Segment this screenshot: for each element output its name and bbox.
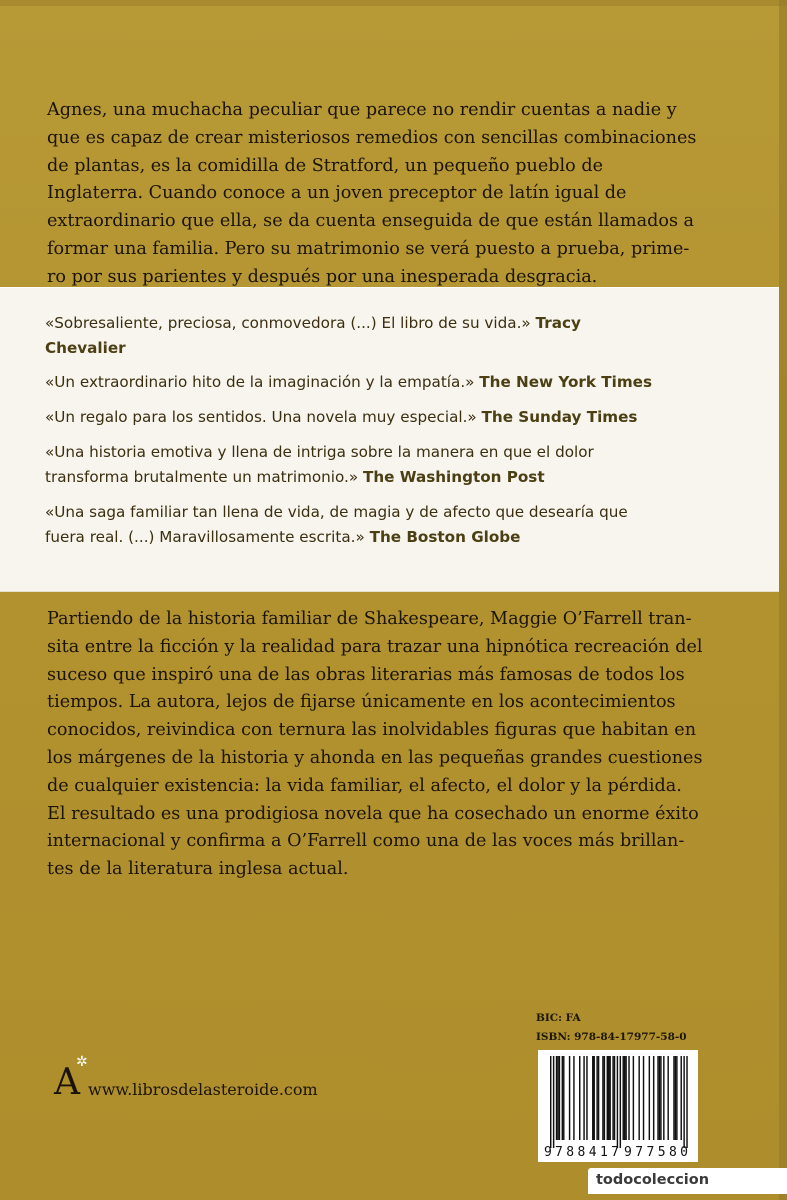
synopsis-line: de plantas, es la comidilla de Stratford, un pequeño pueblo de (47, 155, 603, 176)
quote-source: The Sunday Times (481, 408, 638, 426)
barcode-bar (583, 1056, 584, 1140)
quote-source: The Washington Post (362, 467, 545, 486)
barcode-bar (562, 1056, 563, 1140)
barcode-graphic (538, 1050, 698, 1162)
barcode-bar (676, 1056, 677, 1140)
barcode-bar (617, 1056, 618, 1148)
barcode-bar (667, 1056, 668, 1140)
synopsis-line: los márgenes de la historia y ahonda en las pequeñas grandes cuestiones (47, 747, 703, 768)
barcode-bar (633, 1056, 634, 1140)
barcode-bar (614, 1056, 615, 1140)
watermark-badge (588, 1168, 787, 1194)
quote-text: «Un extraordinario hito de la imaginación y la empatía.» (45, 373, 475, 391)
barcode-bar (683, 1056, 684, 1148)
synopsis-line: tes de la literatura inglesa actual. (47, 859, 349, 880)
watermark-text: todocoleccion (596, 1172, 710, 1188)
synopsis-line: conocidos, reivindica con ternura las inolvidables figuras que habitan en (47, 720, 697, 741)
review-quote (45, 440, 745, 489)
barcode-bar (553, 1056, 554, 1148)
barcode-bar (607, 1056, 608, 1140)
synopsis-line: de cualquier existencia: la vida familiar, el afecto, el dolor y la pérdida. (47, 775, 682, 796)
barcode-bar (559, 1056, 560, 1140)
barcode-bar (673, 1056, 674, 1140)
barcode-bar (657, 1056, 658, 1140)
barcode-bar (569, 1056, 570, 1140)
synopsis-line: internacional y confirma a O’Farrell como una de las voces más brillan- (47, 831, 685, 852)
quote-source: Chevalier (45, 338, 126, 357)
barcode-bar (663, 1056, 664, 1140)
review-quote (45, 370, 745, 395)
cover-right-edge (779, 0, 787, 1200)
barcode-bar (660, 1056, 661, 1140)
quote-source: The New York Times (479, 373, 653, 391)
barcode-bar (602, 1056, 603, 1140)
barcode-bar (612, 1056, 613, 1140)
quote-text: «Una historia emotiva y llena de intriga sobre la manera en que el dolor (45, 443, 594, 461)
synopsis-line: ro por sus parientes y después por una inesperada desgracia. (47, 266, 598, 287)
barcode-bar (675, 1056, 676, 1140)
review-quote (45, 311, 745, 360)
barcode-bar (624, 1056, 625, 1140)
barcode-bar (579, 1056, 580, 1140)
quote-text: «Sobresaliente, preciosa, conmovedora (...) El libro de su vida.» (45, 314, 531, 332)
barcode-bar (653, 1056, 654, 1140)
barcode-bar (556, 1056, 557, 1140)
barcode-bar (681, 1056, 682, 1140)
quote-text: «Una saga familiar tan llena de vida, de magia y de afecto que desearía que (45, 503, 628, 521)
barcode-bar (649, 1056, 650, 1140)
synopsis-line: extraordinario que ella, se da cuenta enseguida de que están llamados a (47, 211, 695, 232)
bic-code: BIC: FA (536, 1012, 581, 1024)
barcode-bar (550, 1056, 551, 1148)
publisher-logo: A (54, 1062, 80, 1103)
synopsis-line: suceso que inspiró una de las obras literarias más famosas de todos los (47, 664, 685, 685)
synopsis-line: Inglaterra. Cuando conoce a un joven preceptor de latín igual de (47, 183, 627, 204)
synopsis-line: El resultado es una prodigiosa novela que ha cosechado un enorme éxito (47, 803, 699, 824)
quote-source: The Boston Globe (369, 527, 521, 546)
barcode-bar (557, 1056, 558, 1140)
barcode-bar (563, 1056, 564, 1140)
quote-text: «Un regalo para los sentidos. Una novela muy especial.» (45, 408, 477, 426)
barcode-bar (592, 1056, 593, 1140)
asterisk-icon: ✲ (76, 1054, 88, 1070)
barcode-bar (625, 1056, 626, 1140)
barcode-digit-prefix: 9 (544, 1145, 552, 1160)
barcode-bar (604, 1056, 605, 1140)
barcode-bar (586, 1056, 587, 1140)
isbn-barcode (538, 1050, 698, 1162)
barcode-bar (638, 1056, 639, 1140)
barcode-bar (623, 1056, 624, 1140)
barcode-bar (686, 1056, 687, 1148)
barcode-bar (594, 1056, 595, 1140)
barcode-digits-right: 977580 (624, 1145, 688, 1160)
barcode-digits-left: 788417 (555, 1145, 619, 1160)
quote-text: transforma brutalmente un matrimonio.» (45, 467, 359, 486)
barcode-bar (620, 1056, 621, 1148)
synopsis-line: tiempos. La autora, lejos de fijarse únicamente en los acontecimientos (47, 692, 676, 713)
synopsis-top (47, 97, 747, 292)
isbn: ISBN: 978-84-17977-58-0 (536, 1031, 687, 1043)
synopsis-line: Partiendo de la historia familiar de Shakespeare, Maggie O’Farrell tran- (47, 609, 692, 629)
synopsis-line: Agnes, una muchacha peculiar que parece no rendir cuentas a nadie y (47, 100, 677, 120)
barcode-bar (609, 1056, 610, 1140)
barcode-bar (643, 1056, 644, 1140)
review-quote (45, 405, 745, 430)
barcode-bar (598, 1056, 599, 1140)
review-quote (45, 500, 745, 549)
publisher-website: www.librosdelasteroide.com (88, 1080, 318, 1099)
quote-source: Tracy (535, 314, 581, 332)
barcode-bar (596, 1056, 597, 1140)
barcode-bar (659, 1056, 660, 1140)
cover-top-edge (0, 0, 787, 6)
synopsis-line: sita entre la ficción y la realidad para trazar una hipnótica recreación del (47, 636, 703, 657)
barcode-bar (573, 1056, 574, 1140)
synopsis-line: que es capaz de crear misteriosos remedios con sencillas combinaciones (47, 127, 697, 148)
synopsis-bottom (47, 606, 747, 884)
quote-text: fuera real. (...) Maravillosamente escrita.» (45, 527, 365, 546)
barcode-bar (628, 1056, 629, 1140)
barcode-bar (608, 1056, 609, 1140)
synopsis-line: formar una familia. Pero su matrimonio se verá puesto a prueba, prime- (47, 238, 690, 259)
